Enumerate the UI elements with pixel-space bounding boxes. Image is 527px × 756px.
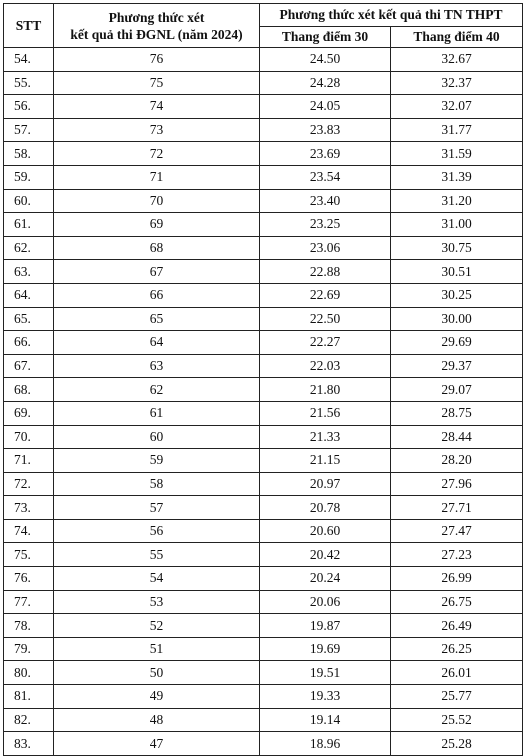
- cell-scale-30: 24.28: [260, 71, 391, 95]
- cell-stt: 67.: [4, 354, 54, 378]
- cell-scale-40: 27.96: [391, 472, 523, 496]
- cell-scale-40: 25.77: [391, 685, 523, 709]
- cell-dgnl-score: 52: [54, 614, 260, 638]
- cell-scale-30: 22.03: [260, 354, 391, 378]
- cell-stt: 73.: [4, 496, 54, 520]
- cell-dgnl-score: 48: [54, 708, 260, 732]
- header-dgnl: [54, 4, 260, 48]
- cell-stt: 55.: [4, 71, 54, 95]
- cell-stt: 57.: [4, 118, 54, 142]
- cell-stt: 68.: [4, 378, 54, 402]
- cell-dgnl-score: 71: [54, 165, 260, 189]
- cell-dgnl-score: 47: [54, 732, 260, 756]
- table-row: [4, 661, 523, 685]
- cell-dgnl-score: 73: [54, 118, 260, 142]
- cell-scale-30: 20.97: [260, 472, 391, 496]
- header-scale-40: Thang điểm 40: [391, 26, 523, 48]
- cell-stt: 75.: [4, 543, 54, 567]
- cell-dgnl-score: 60: [54, 425, 260, 449]
- cell-scale-30: 20.60: [260, 519, 391, 543]
- cell-scale-40: 27.23: [391, 543, 523, 567]
- cell-scale-30: 19.69: [260, 637, 391, 661]
- table-row: [4, 401, 523, 425]
- cell-stt: 58.: [4, 142, 54, 166]
- cell-scale-30: 19.33: [260, 685, 391, 709]
- cell-dgnl-score: 64: [54, 331, 260, 355]
- header-thpt-group: Phương thức xét kết quả thi TN THPT: [260, 4, 523, 27]
- cell-stt: 80.: [4, 661, 54, 685]
- cell-dgnl-score: 72: [54, 142, 260, 166]
- cell-stt: 64.: [4, 283, 54, 307]
- table-row: [4, 354, 523, 378]
- cell-stt: 69.: [4, 401, 54, 425]
- cell-scale-40: 30.51: [391, 260, 523, 284]
- cell-dgnl-score: 50: [54, 661, 260, 685]
- cell-scale-40: 32.07: [391, 95, 523, 119]
- cell-scale-40: 32.67: [391, 48, 523, 72]
- cell-scale-40: 26.49: [391, 614, 523, 638]
- table-row: [4, 260, 523, 284]
- cell-scale-30: 19.51: [260, 661, 391, 685]
- cell-stt: 76.: [4, 567, 54, 591]
- cell-stt: 83.: [4, 732, 54, 756]
- cell-scale-30: 23.54: [260, 165, 391, 189]
- cell-dgnl-score: 57: [54, 496, 260, 520]
- cell-stt: 56.: [4, 95, 54, 119]
- cell-scale-30: 22.27: [260, 331, 391, 355]
- cell-scale-40: 25.52: [391, 708, 523, 732]
- cell-scale-30: 21.80: [260, 378, 391, 402]
- cell-stt: 71.: [4, 449, 54, 473]
- cell-stt: 60.: [4, 189, 54, 213]
- cell-scale-40: 32.37: [391, 71, 523, 95]
- cell-scale-40: 29.69: [391, 331, 523, 355]
- cell-scale-30: 20.24: [260, 567, 391, 591]
- table-row: [4, 449, 523, 473]
- table-row: [4, 331, 523, 355]
- cell-dgnl-score: 74: [54, 95, 260, 119]
- cell-stt: 63.: [4, 260, 54, 284]
- cell-stt: 54.: [4, 48, 54, 72]
- cell-scale-30: 22.50: [260, 307, 391, 331]
- table-row: [4, 95, 523, 119]
- cell-stt: 77.: [4, 590, 54, 614]
- cell-scale-40: 28.44: [391, 425, 523, 449]
- table-row: [4, 71, 523, 95]
- header-dgnl-line2: kết quả thi ĐGNL (năm 2024): [70, 26, 243, 42]
- cell-scale-40: 30.00: [391, 307, 523, 331]
- header-scale-30: Thang điểm 30: [260, 26, 391, 48]
- cell-dgnl-score: 49: [54, 685, 260, 709]
- cell-stt: 81.: [4, 685, 54, 709]
- table-row: [4, 165, 523, 189]
- cell-scale-40: 26.25: [391, 637, 523, 661]
- cell-dgnl-score: 58: [54, 472, 260, 496]
- cell-stt: 66.: [4, 331, 54, 355]
- table-row: [4, 637, 523, 661]
- cell-scale-30: 20.78: [260, 496, 391, 520]
- cell-scale-30: 24.05: [260, 95, 391, 119]
- cell-scale-40: 28.75: [391, 401, 523, 425]
- cell-scale-30: 23.25: [260, 213, 391, 237]
- cell-scale-30: 18.96: [260, 732, 391, 756]
- cell-scale-30: 23.06: [260, 236, 391, 260]
- cell-stt: 62.: [4, 236, 54, 260]
- cell-stt: 70.: [4, 425, 54, 449]
- cell-stt: 78.: [4, 614, 54, 638]
- cell-stt: 61.: [4, 213, 54, 237]
- cell-stt: 59.: [4, 165, 54, 189]
- cell-dgnl-score: 76: [54, 48, 260, 72]
- cell-dgnl-score: 75: [54, 71, 260, 95]
- table-row: [4, 472, 523, 496]
- table-row: [4, 236, 523, 260]
- table-row: [4, 543, 523, 567]
- cell-scale-30: 21.15: [260, 449, 391, 473]
- cell-dgnl-score: 70: [54, 189, 260, 213]
- cell-scale-30: 22.88: [260, 260, 391, 284]
- cell-scale-30: 24.50: [260, 48, 391, 72]
- cell-scale-40: 31.39: [391, 165, 523, 189]
- table-row: [4, 283, 523, 307]
- cell-stt: 65.: [4, 307, 54, 331]
- cell-scale-30: 23.83: [260, 118, 391, 142]
- cell-scale-40: 29.37: [391, 354, 523, 378]
- cell-scale-40: 31.77: [391, 118, 523, 142]
- cell-scale-40: 26.01: [391, 661, 523, 685]
- cell-scale-30: 19.14: [260, 708, 391, 732]
- cell-scale-40: 30.75: [391, 236, 523, 260]
- cell-dgnl-score: 66: [54, 283, 260, 307]
- cell-scale-30: 21.56: [260, 401, 391, 425]
- score-conversion-table: [3, 3, 523, 756]
- cell-dgnl-score: 56: [54, 519, 260, 543]
- cell-dgnl-score: 68: [54, 236, 260, 260]
- cell-dgnl-score: 67: [54, 260, 260, 284]
- cell-dgnl-score: 54: [54, 567, 260, 591]
- table-header: [4, 4, 523, 48]
- table-row: [4, 732, 523, 756]
- cell-stt: 74.: [4, 519, 54, 543]
- cell-stt: 79.: [4, 637, 54, 661]
- cell-scale-30: 21.33: [260, 425, 391, 449]
- cell-scale-40: 31.00: [391, 213, 523, 237]
- header-stt: STT: [4, 4, 54, 48]
- cell-scale-40: 25.28: [391, 732, 523, 756]
- cell-scale-40: 31.59: [391, 142, 523, 166]
- cell-scale-30: 20.42: [260, 543, 391, 567]
- table-row: [4, 708, 523, 732]
- cell-dgnl-score: 63: [54, 354, 260, 378]
- cell-dgnl-score: 61: [54, 401, 260, 425]
- cell-scale-40: 30.25: [391, 283, 523, 307]
- cell-dgnl-score: 59: [54, 449, 260, 473]
- table-row: [4, 118, 523, 142]
- table-row: [4, 213, 523, 237]
- cell-dgnl-score: 65: [54, 307, 260, 331]
- table-row: [4, 48, 523, 72]
- cell-dgnl-score: 69: [54, 213, 260, 237]
- cell-scale-40: 26.99: [391, 567, 523, 591]
- cell-dgnl-score: 51: [54, 637, 260, 661]
- cell-scale-40: 27.71: [391, 496, 523, 520]
- table-row: [4, 519, 523, 543]
- table-row: [4, 614, 523, 638]
- table-row: [4, 142, 523, 166]
- cell-scale-30: 23.40: [260, 189, 391, 213]
- cell-stt: 82.: [4, 708, 54, 732]
- cell-scale-30: 23.69: [260, 142, 391, 166]
- table-body: [4, 48, 523, 756]
- table-row: [4, 590, 523, 614]
- table-row: [4, 496, 523, 520]
- cell-scale-40: 31.20: [391, 189, 523, 213]
- cell-stt: 72.: [4, 472, 54, 496]
- score-conversion-sheet: [3, 3, 522, 756]
- cell-dgnl-score: 53: [54, 590, 260, 614]
- cell-scale-40: 26.75: [391, 590, 523, 614]
- cell-scale-30: 19.87: [260, 614, 391, 638]
- table-row: [4, 307, 523, 331]
- table-row: [4, 378, 523, 402]
- header-dgnl-line1: Phương thức xét: [108, 9, 205, 25]
- cell-dgnl-score: 62: [54, 378, 260, 402]
- cell-scale-30: 22.69: [260, 283, 391, 307]
- cell-scale-40: 27.47: [391, 519, 523, 543]
- cell-scale-40: 28.20: [391, 449, 523, 473]
- cell-scale-30: 20.06: [260, 590, 391, 614]
- cell-dgnl-score: 55: [54, 543, 260, 567]
- table-row: [4, 685, 523, 709]
- table-row: [4, 189, 523, 213]
- table-row: [4, 567, 523, 591]
- table-row: [4, 425, 523, 449]
- cell-scale-40: 29.07: [391, 378, 523, 402]
